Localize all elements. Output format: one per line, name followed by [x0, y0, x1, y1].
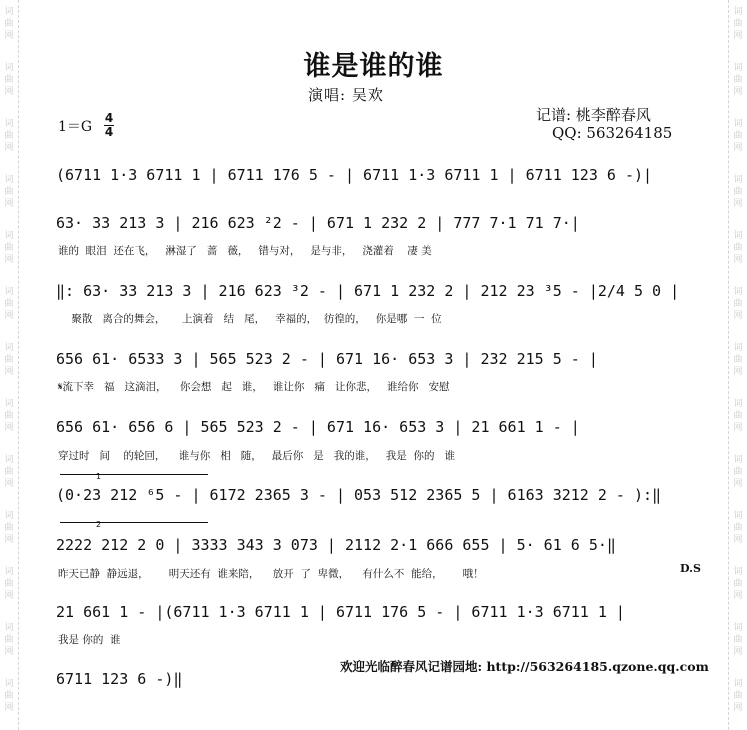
side-watermark: 词 曲 网	[4, 511, 14, 545]
side-watermark: 词 曲 网	[733, 343, 743, 377]
qq-number: QQ: 563264185	[552, 124, 673, 142]
volta-number-2: 2	[96, 520, 102, 529]
lyric-line-8: 我是 你的 谁	[58, 634, 121, 646]
lyric-line-7: 昨天已静 静远退， 明天还有 谁来陪， 放开 了 卑微， 有什么不 能给， 哦！	[58, 568, 484, 580]
side-watermark: 词 曲 网	[4, 7, 14, 41]
volta-bracket-1	[60, 472, 208, 481]
left-watermark-strip	[0, 0, 18, 730]
side-watermark: 词 曲 网	[733, 679, 743, 713]
side-watermark: 词 曲 网	[733, 7, 743, 41]
side-watermark: 词 曲 网	[733, 287, 743, 321]
side-watermark: 词 曲 网	[4, 119, 14, 153]
score-line-2: 63· 33 213 3 | 216 623 ²2 - | 671 1 232 2 | 777 7·1 71 7·|	[56, 214, 580, 232]
side-watermark: 词 曲 网	[733, 399, 743, 433]
side-watermark: 词 曲 网	[733, 63, 743, 97]
side-watermark: 词 曲 网	[733, 567, 743, 601]
side-watermark: 词 曲 网	[4, 567, 14, 601]
side-watermark: 词 曲 网	[4, 231, 14, 265]
score-line-1: (6711 1·3 6711 1 | 6711 176 5 - | 6711 1·3 6711 1 | 6711 123 6 -)|	[56, 166, 653, 184]
score-line-8: 21 661 1 - |(6711 1·3 6711 1 | 6711 176 5 - | 6711 1·3 6711 1 |	[56, 603, 625, 621]
left-margin-line	[18, 0, 19, 730]
score-line-3: ‖: 63· 33 213 3 | 216 623 ³2 - | 671 1 232 2 | 212 23 ³5 - |2/4 5 0 |	[56, 282, 680, 300]
key-signature: 1＝G	[58, 119, 93, 135]
side-watermark: 词 曲 网	[4, 679, 14, 713]
side-watermark: 词 曲 网	[733, 175, 743, 209]
dal-segno-mark: D.S	[680, 562, 701, 575]
side-watermark: 词 曲 网	[733, 119, 743, 153]
side-watermark: 词 曲 网	[4, 287, 14, 321]
transcriber-credit: 记谱: 桃李醉春风	[536, 106, 651, 124]
lyric-line-3: 聚散 离合的舞会， 上演着 结 尾， 幸福的， 彷徨的， 你是哪 一 位	[58, 313, 442, 325]
side-watermark: 词 曲 网	[4, 399, 14, 433]
song-title: 谁是谁的谁	[303, 51, 444, 82]
volta-bracket-2	[60, 520, 208, 529]
side-watermark: 词 曲 网	[733, 455, 743, 489]
score-line-5: 656 61· 656 6 | 565 523 2 - | 671 16· 653 3 | 21 661 1 - |	[56, 418, 580, 436]
time-signature	[104, 113, 114, 138]
side-watermark: 词 曲 网	[4, 455, 14, 489]
score-line-6: (0·23 212 ⁶5 - | 6172 2365 3 - | 053 512 2365 5 | 6163 3212 2 - ):‖	[56, 486, 662, 504]
score-line-7: 2222 212 2 0 | 3333 343 3 073 | 2112 2·1 666 655 | 5· 61 6 5·‖	[56, 536, 616, 554]
side-watermark: 词 曲 网	[4, 343, 14, 377]
score-line-9: 6711 123 6 -)‖	[56, 670, 183, 688]
volta-number-1: 1	[96, 472, 102, 481]
lyric-line-5: 穿过时 间 的轮回， 谁与你 相 随， 最后你 是 我的谁， 我是 你的 谁	[58, 450, 455, 462]
time-signature-top: 4	[104, 111, 114, 125]
side-watermark: 词 曲 网	[733, 511, 743, 545]
score-line-4: 656 61· 6533 3 | 565 523 2 - | 671 16· 653 3 | 232 215 5 - |	[56, 350, 598, 368]
time-signature-bottom: 4	[104, 125, 114, 139]
side-watermark: 词 曲 网	[733, 231, 743, 265]
side-watermark: 词 曲 网	[4, 175, 14, 209]
lyric-line-2: 谁的 眼泪 还在飞， 淋湿了 蔷 薇， 错与对， 是与非， 浇灌着 凄 美	[58, 245, 432, 257]
side-watermark: 词 曲 网	[4, 63, 14, 97]
lyric-line-4: 𝄋流下幸 福 这滴泪， 你会想 起 谁， 谁让你 痛 让你悲， 谁给你 安慰	[58, 381, 450, 393]
website-banner: 欢迎光临醉春风记谱园地: http://563264185.qzone.qq.com	[340, 659, 709, 674]
singer-credit: 演唱: 吴欢	[308, 86, 384, 104]
side-watermark: 词 曲 网	[4, 623, 14, 657]
side-watermark: 词 曲 网	[733, 623, 743, 657]
right-watermark-strip	[729, 0, 747, 730]
